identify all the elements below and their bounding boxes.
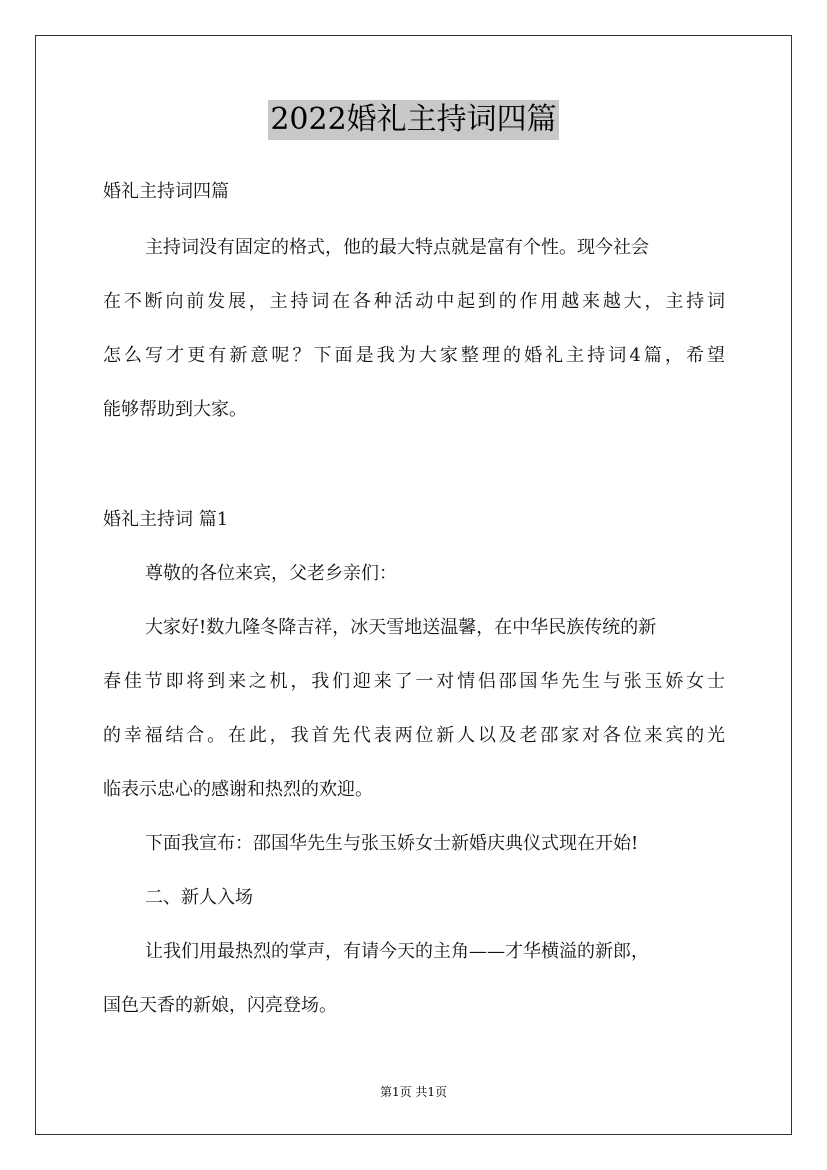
intro-line: 在不断向前发展，主持词在各种活动中起到的作用越来越大，主持词 xyxy=(103,291,725,312)
intro-line: 主持词没有固定的格式，他的最大特点就是富有个性。现今社会 xyxy=(145,237,649,258)
intro-line: 能够帮助到大家。 xyxy=(103,399,247,420)
section-heading: 婚礼主持词 篇1 xyxy=(103,509,229,530)
announcement: 下面我宣布：邵国华先生与张玉娇女士新婚庆典仪式现在开始! xyxy=(145,833,639,854)
paragraph-line: 春佳节即将到来之机，我们迎来了一对情侣邵国华先生与张玉娇女士 xyxy=(103,671,725,692)
document-title xyxy=(0,100,827,140)
document-title-text: 2022婚礼主持词四篇 xyxy=(268,100,558,140)
paragraph-line: 大家好!数九隆冬降吉祥，冰天雪地送温馨，在中华民族传统的新 xyxy=(145,617,657,638)
paragraph-line: 国色天香的新娘，闪亮登场。 xyxy=(103,995,337,1016)
document-subtitle: 婚礼主持词四篇 xyxy=(103,181,229,202)
paragraph-line: 临表示忠心的感谢和热烈的欢迎。 xyxy=(103,779,373,800)
paragraph-line: 的幸福结合。在此，我首先代表两位新人以及老邵家对各位来宾的光 xyxy=(103,725,725,746)
paragraph-line: 让我们用最热烈的掌声，有请今天的主角——才华横溢的新郎， xyxy=(145,941,649,962)
step-heading: 二、新人入场 xyxy=(145,887,253,908)
intro-line: 怎么写才更有新意呢？下面是我为大家整理的婚礼主持词4篇，希望 xyxy=(103,345,725,366)
page-number: 第1页 共1页 xyxy=(379,1085,448,1099)
greeting: 尊敬的各位来宾，父老乡亲们： xyxy=(145,563,397,584)
